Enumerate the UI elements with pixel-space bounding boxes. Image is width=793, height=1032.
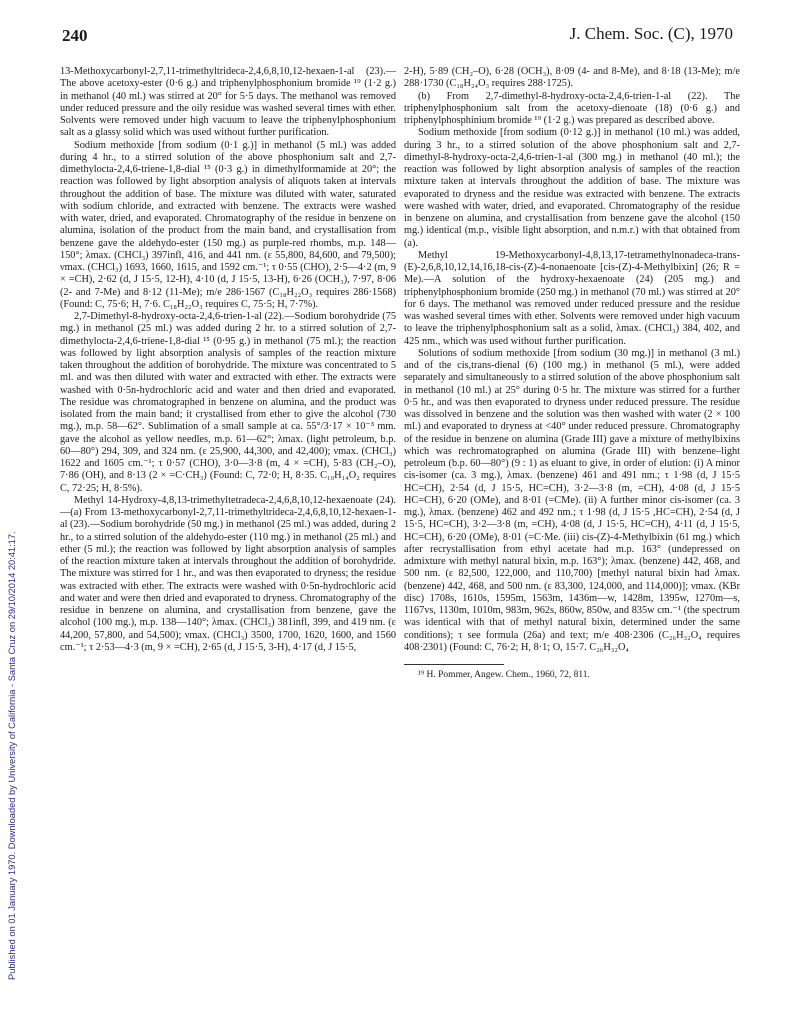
footnote-rule — [404, 664, 504, 665]
left-column — [60, 66, 396, 654]
paragraph: Sodium methoxide [from sodium (0·12 g.)] in methanol (10 ml.) was added, during 3 hr., to a stirred solution of the above phosphonium salt and 2,7-dimethyl-8-hydroxy-octa-2,4,6-trien-1-al (300 mg.) in methanol (40 ml.); the reaction was followed by light absorption analysis of samples of the reaction mixture taken at intervals throughout the addition of base. The mixture was evaporated to dryness and the residue was extracted with benzene. The extracts were washed with water, dried, and evaporated. Chromatography of the residue in benzene on alumina, and crystallisation from benzene gave the alcohol (150 mg.) identical (m.p., visible light absorption, and n.m.r.) with that obtained from (a). — [404, 127, 740, 249]
page-number: 240 — [62, 26, 88, 45]
download-notice-text: Published on 01 January 1970. Downloaded by University of California - Santa Cruz on 29/10/2014 20:41:17. — [7, 531, 17, 980]
paragraph: 2-H), 5·89 (CH₂–O), 6·28 (OCH₃), 8·09 (4- and 8-Me), and 8·18 (13-Me); m/e 288·1730 (C₁₈H₂₄O₃ requires 288·1725). — [404, 66, 740, 90]
paragraph: (b) From 2,7-dimethyl-8-hydroxy-octa-2,4,6-trien-1-al (22). The triphenylphosphonium salt from the acetoxy-dienoate (18) (0·6 g.) and triphenylphosphinium bromide ¹⁹ (1·2 g.) was prepared as described above. — [404, 90, 740, 126]
paragraph: Methyl 19-Methoxycarbonyl-4,8,13,17-tetramethylnonadeca-trans-(E)-2,6,8,10,12,14,16,18-cis-(Z)-4-nonaenoate [cis-(Z)-4-Methylbixin] (26; R = Me).—A solution of the hydroxy-hexaenoate (24) (205 mg.) and triphenylphosphonium bromide (250 mg.) in methanol (70 ml.) was stirred at 20° for 6 days. The methanol was removed under reduced pressure and the residue was washed several times with ether. Solvents were removed under high vacuum to leave the triphenylphosphonium salt as a solid, λmax. (CHCl₃) 384, 402, and 425 nm., which was used without further purification. — [404, 249, 740, 347]
journal-header: J. Chem. Soc. (C), 1970 — [569, 24, 733, 43]
paragraph: Methyl 14-Hydroxy-4,8,13-trimethyltetradeca-2,4,6,8,10,12-hexaenoate (24).—(a) From 13-methoxycarbonyl-2,7,11-trimethyltrideca-2,4,6,8,10,12-hexaen-1-al (23).—Sodium borohydride (50 mg.) in methanol (25 ml.) was added, during 2 hr., to a stirred solution of the aldehydo-ester (110 mg.) in methanol (25 ml.) and ether (5 ml.); the reaction was followed by light absorption analysis of samples of the reaction mixture taken at intervals throughout the addition of borohydride. The mixture was stirred for 1 hr., and was then evaporated to dryness; the residue was extracted with ether. The extracts were washed with 0·5n-hydrochloric acid and water and were then dried and evaporated to dryness. Chromatography of the residue in benzene on alumina, and crystallisation from benzene, gave the alcohol (100 mg.), m.p. 138—140°; λmax. (CHCl₃) 381infl, 399, and 419 nm. (ε 44,200, 57,800, and 54,500); νmax. (CHCl₃) 3500, 1700, 1620, 1600, and 1560 cm.⁻¹; τ 2·53—4·3 (m, 9 × =CH), 2·65 (d, J 15·5, 3-H), 4·17 (d, J 15·5, — [60, 494, 396, 653]
footnote: ¹⁹ H. Pommer, Angew. Chem., 1960, 72, 811. — [418, 670, 590, 680]
paragraph: 13-Methoxycarbonyl-2,7,11-trimethyltrideca-2,4,6,8,10,12-hexaen-1-al (23).—The above acetoxy-ester (0·6 g.) and triphenylphosphonium bromide ¹⁹ (1·2 g.) in methanol (40 ml.) was stirred at 20° for 5·5 days. The methanol was removed under reduced pressure and the oily residue was washed several times with ether. Solvents were removed under high vacuum to leave the triphenylphosphonium salt as a glassy solid which was used without further purification. — [60, 66, 396, 139]
paragraph: Solutions of sodium methoxide [from sodium (30 mg.)] in methanol (3 ml.) and of the cis,trans-dienal (6) (100 mg.) in methanol (5 ml.), were added separately and simultaneously to a stirred solution of the above phosphonium salt in methanol (10 ml.) at 25° during 0·5 hr. The mixture was stirred for a further 0·5 hr., and was then evaporated to dryness under reduced pressure. The residue was dissolved in benzene and the solution was then washed with water (2 × 100 ml.) and evaporated to dryness at <40° under reduced pressure. Chromatography of the residue in benzene on alumina (Grade III) gave a mixture of methylbixins which was rechromatographed on alumina (Grade III) with benzene–light petroleum (b.p. 60—80°) (9 : 1) as eluant to give, in order of elution: (i) A minor cis-isomer (ca. 3 mg.), λmax. (benzene) 461 and 491 nm.; τ 1·98 (d, J 15·5 HC=CH), 2·54 (d, J 15·5, HC=CH), 3·2—3·8 (m, =CH), 4·08 (d, J 15·5 HC=CH), 6·20 (OMe), and 8·01 (=CMe). (ii) A further minor cis-isomer (ca. 3 mg.), λmax. (benzene) 462 and 492 nm.; τ 1·98 (d, J 15·5 ,HC=CH), 2·54 (d, J 15·5, HC=CH), 3·2—3·8 (m, =CH), 4·08 (d, J 15·5, HC=CH), 4·11 (d, J 15·5, HC=CH), 6·20 (OMe), 8·01 (=C·Me. (iii) cis-(Z)-4-Methylbixin (61 mg.) which after recrystallisation from ethyl acetate had m.p. 163° (undepressed on admixture with methyl natural bixin, m.p. 163°); λmax. (benzene) 442, 468, and 500 nm. (ε 82,500, 122,000, and 110,700) [methyl natural bixin had λmax. (benzene) 442, 468, and 500 nm. (ε 83,300, 124,000, and 114,000)]; νmax. (KBr disc) 1708s, 1610s, 1595m, 1563m, 1436m—w, 1428m, 1395w, 1270m—s, 1167vs, 1130m, 1010m, 983m, 962s, 860w, 850w, and 835w cm.⁻¹ (the spectrum was identical with that of methyl natural bixin, determined under the same conditions); τ see formula (26a) and text; m/e 408·2306 (C₂₆H₃₂O₄ requires 408·2301) (Found: C, 76·2; H, 8·1; O, 15·7. C₂₆H₃₂O₄ — [404, 347, 740, 653]
download-notice — [4, 130, 22, 980]
paragraph: Sodium methoxide [from sodium (0·1 g.)] in methanol (5 ml.) was added during 4 hr., to a stirred solution of the above phosphonium salt and 2,7-dimethylocta-2,4,6-triene-1,8-dial ¹⁵ (0·3 g.) in dimethylformamide at 20°; the reaction was followed by light absorption analysis of aliquots taken at intervals throughout the addition of base. The mixture was diluted with water, saturated with sodium chloride, and extracted with benzene. The extracts were washed with water, dried, and evaporated. Chromatography of the residue in benzene on alumina, isolation of the product from the main band, and crystallisation from benzene gave the aldehydo-ester (150 mg.) as purple-red rhombs, m.p. 148—150°; λmax. (CHCl₃) 397infl, 416, and 441 nm. (ε 55,800, 84,600, and 79,500); νmax. (CHCl₃) 1693, 1660, 1615, and 1592 cm.⁻¹; τ 0·55 (CHO), 2·5—4·2 (m, 9 × =CH), 2·62 (d, J 15·5, 12-H), 4·10 (d, J 15·5, 13-H), 6·26 (OCH₃), 7·97, 8·06 (2- and 7-Me) and 8·12 (11-Me); m/e 286·1567 (C₁₈H₂₂O₃ requires 286·1568) (Found: C, 75·6; H, 7·6. C₁₈H₂₂O₃ requires C, 75·5; H, 7·7%). — [60, 139, 396, 310]
right-column — [404, 66, 740, 681]
paragraph: 2,7-Dimethyl-8-hydroxy-octa-2,4,6-trien-1-al (22).—Sodium borohydride (75 mg.) in methanol (25 ml.) was added during 2 hr. to a stirred solution of 2,7-dimethylocta-2,4,6-triene-1,8-dial ¹⁵ (0·95 g.) in methanol (75 ml.); the reaction was followed by light absorption analysis of samples of the reaction mixture taken throughout the addition of borohydride. The mixture was concentrated to 5 ml. and was then diluted with water and extracted with ether. The extracts were washed with 0·5n-hydrochloric acid and water and then dried and evaporated. The residue was chromatographed in benzene on alumina, and the product was isolated from the main band; it crystallised from ether to give the alcohol (730 mg.), m.p. 58—62°. Sublimation of a small sample at ca. 55°/3·17 × 10⁻³ mm. gave the alcohol as yellow needles, m.p. 61—62°; λmax. (light petroleum, b.p. 60—80°) 294, 309, and 324 nm. (ε 25,900, 44,300, and 42,400); νmax. (CHCl₃) 1622 and 1605 cm.⁻¹; τ 0·57 (CHO), 3·0—3·8 (m, 4 × =CH), 5·83 (CH₂–O), 7·86 (OH), and 8·13 (2 × =C·CH₃) (Found: C, 72·0; H, 8·35. C₁₀H₁₄O₂ requires C, 72·25; H, 8·5%). — [60, 311, 396, 494]
